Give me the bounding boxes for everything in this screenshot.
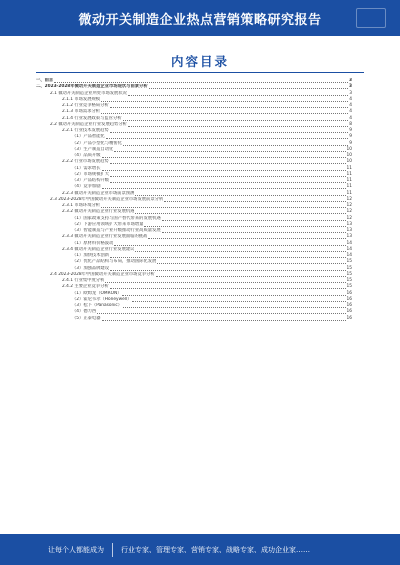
- toc-entry-title: 2.4.1 行业集中度分析: [62, 278, 105, 283]
- toc-entry-title: （4）德力西: [72, 309, 97, 315]
- toc-entry-page: 9: [349, 128, 352, 133]
- toc-leader-dots: [123, 120, 349, 121]
- toc-entry-title: （2）霍尼韦尔（Honeywell）: [72, 296, 132, 302]
- footer-slogan: 让每个人都能成为: [48, 545, 104, 554]
- toc-entry-page: 9: [349, 140, 352, 146]
- report-title: 微动开关制造企业热点营销策略研究报告: [78, 12, 322, 28]
- toc-entry-title: （1）欧姆龙（OMRON）: [72, 290, 122, 296]
- toc-entry-page: 15: [346, 284, 352, 290]
- toc-entry-page: 16: [346, 296, 352, 302]
- toc-entry-title: 2.1.4 行业发展政策与监管分析: [62, 115, 122, 121]
- toc-entry-title: 2.3.4 微动开关制造企业行业发展建议: [62, 246, 135, 252]
- toc-entry-page: 11: [346, 178, 352, 183]
- toc-leader-dots: [102, 157, 346, 158]
- toc-entry-title: 2.3.1 市场环境分析: [62, 203, 101, 208]
- toc-leader-dots: [132, 301, 345, 302]
- toc-entry-title: 2.1.1 市场发展规模: [62, 96, 101, 102]
- toc-leader-dots: [122, 295, 345, 296]
- toc-entry-title: （2）下游应用领域扩大带来市场增量: [72, 221, 144, 227]
- toc-leader-dots: [101, 113, 348, 114]
- toc-leader-dots: [110, 257, 345, 258]
- toc-entry-page: 14: [346, 240, 352, 246]
- toc-entry-page: 10: [346, 146, 352, 152]
- toc-leader-dots: [97, 313, 345, 314]
- toc-entry-title: 2.2.3 微动开关制造企业市场前景预测: [62, 190, 135, 196]
- toc-entry-title: （3）产品结构升级: [72, 178, 110, 183]
- toc-entry-title: （5）正泰电器: [72, 315, 101, 321]
- toc-entry-page: 8: [349, 121, 352, 127]
- toc-entry-title: 2.1 微动开关制造企业所处市场发展状况: [50, 90, 127, 96]
- toc-entry-page: 11: [346, 171, 352, 177]
- toc-leader-dots: [54, 82, 348, 83]
- footer-divider: [112, 543, 113, 557]
- toc-entry-title: 2.3.3 微动开关制造企业行业发展面临的挑战: [62, 234, 148, 240]
- report-footer: [0, 534, 400, 565]
- toc-entry-page: 4: [349, 115, 352, 121]
- toc-entry-title: （1）原材料价格波动: [72, 240, 114, 246]
- toc-leader-dots: [102, 170, 346, 171]
- header-decoration: [356, 8, 386, 28]
- toc-entry-title: （3）生产制造自动化: [72, 146, 114, 152]
- toc-entry-title: （2）市场规模扩大: [72, 171, 110, 177]
- toc-leader-dots: [114, 245, 345, 246]
- toc-leader-dots: [110, 132, 349, 133]
- toc-entry-title: （1）需求增长: [72, 165, 101, 171]
- toc-entry-page: 10: [346, 159, 352, 165]
- toc-leader-dots: [148, 238, 345, 239]
- toc-entry-title: （1）加快技术创新: [72, 253, 110, 258]
- toc-entry-page: 11: [346, 165, 352, 171]
- toc-entry-page: 4: [349, 109, 352, 115]
- toc-entry-title: 2.3.2 微动开关制造企业行业发展机遇: [62, 209, 135, 215]
- toc-leader-dots: [110, 163, 346, 164]
- toc-entry-page: 15: [346, 278, 352, 283]
- toc-leader-dots: [123, 307, 345, 308]
- toc-entry-title: （1）国家政策支持与国产替代带来的发展机遇: [72, 215, 161, 221]
- toc-leader-dots: [101, 101, 348, 102]
- toc-divider: [36, 72, 364, 73]
- toc-entry-page: 12: [346, 215, 352, 221]
- toc-leader-dots: [162, 232, 346, 233]
- toc-entry-page: 12: [346, 209, 352, 215]
- toc-entry-page: 12: [346, 196, 352, 202]
- toc-entry-page: 10: [346, 153, 352, 158]
- toc-entry-title: 二、2023-2028年微动开关制造企业市场现状与前景分析: [36, 84, 148, 90]
- table-of-contents: [36, 78, 352, 524]
- toc-leader-dots: [106, 138, 348, 139]
- toc-leader-dots: [135, 213, 345, 214]
- toc-leader-dots: [135, 251, 345, 252]
- toc-entry-title: （2）优化产品结构与布局，推动国际化发展: [72, 259, 157, 265]
- toc-entry-page: 13: [346, 221, 352, 227]
- toc-leader-dots: [110, 176, 345, 177]
- toc-entry-title: 2.2.1 行业技术发展趋势: [62, 128, 109, 133]
- toc-leader-dots: [156, 276, 346, 277]
- toc-entry-title: 2.2 微动开关制造企业行业发展趋势分析: [50, 121, 127, 127]
- toc-entry-title: 2.2.2 行业市场发展趋势: [62, 159, 109, 165]
- toc-leader-dots: [102, 320, 346, 321]
- toc-entry-page: 11: [346, 184, 352, 190]
- toc-entry-title: （4）竞争加剧: [72, 184, 101, 190]
- toc-entry-page: 15: [346, 271, 352, 277]
- toc-leader-dots: [123, 145, 348, 146]
- toc-entry-page: 12: [346, 203, 352, 208]
- toc-entry-title: 2.1.3 市场需求分析: [62, 109, 101, 115]
- toc-entry-title: 2.1.2 行业竞争格局分析: [62, 103, 109, 108]
- toc-leader-dots: [135, 195, 345, 196]
- toc-entry-title: （1）产品智能化: [72, 134, 105, 140]
- toc-leader-dots: [110, 107, 349, 108]
- toc-entry-title: （3）松下（Panasonic）: [72, 303, 123, 308]
- toc-entry-title: 2.3 2023-2028年中国微动开关制造企业市场发展前景分析: [50, 196, 164, 202]
- toc-entry-title: 2.4 2023-2028年中国微动开关制造企业市场竞争分析: [50, 271, 155, 277]
- toc-entry-page: 15: [346, 265, 352, 271]
- toc-leader-dots: [105, 282, 345, 283]
- toc-entry-page: 13: [346, 228, 352, 233]
- toc-entry-page: 3: [349, 78, 352, 83]
- toc-entry-page: 11: [346, 190, 352, 196]
- toc-entry-title: （4）品质升级: [72, 153, 101, 158]
- toc-entry-page: 3: [349, 90, 352, 96]
- toc-entry-page: 9: [349, 134, 352, 140]
- toc-entry-page: 4: [349, 103, 352, 108]
- toc-entry-title: （2）产品小型化与精密化: [72, 140, 122, 146]
- toc-leader-dots: [110, 270, 345, 271]
- toc-leader-dots: [162, 220, 346, 221]
- toc-leader-dots: [144, 226, 345, 227]
- toc-entry-page: 16: [346, 290, 352, 296]
- toc-entry-page: 14: [346, 253, 352, 258]
- toc-entry-page: 14: [346, 246, 352, 252]
- toc-entry-page: 15: [346, 259, 352, 265]
- toc-leader-dots: [101, 207, 345, 208]
- toc-leader-dots: [102, 188, 346, 189]
- toc-entry-title: 2.4.2 主要企业竞争分析: [62, 284, 109, 290]
- report-header: [0, 0, 400, 36]
- toc-leader-dots: [128, 126, 348, 127]
- toc-entry-page: 3: [349, 84, 352, 90]
- toc-leader-dots: [164, 201, 345, 202]
- toc-entry[interactable]: [36, 316, 352, 322]
- toc-entry-title: （3）智能制造与产业升级推动行业高质量发展: [72, 228, 161, 233]
- toc-entry-title: （3）加强品牌建设: [72, 265, 110, 271]
- footer-roles: 行业专家、管理专家、营销专家、战略专家、成功企业家……: [121, 545, 310, 554]
- toc-leader-dots: [128, 95, 348, 96]
- toc-entry-page: 16: [346, 303, 352, 308]
- toc-entry-page: 4: [349, 96, 352, 102]
- toc-heading: 内容目录: [170, 54, 229, 69]
- toc-leader-dots: [157, 263, 345, 264]
- toc-entry-title: 一、前言: [36, 78, 54, 83]
- toc-entry-page: 13: [346, 234, 352, 240]
- toc-entry-page: 16: [346, 309, 352, 315]
- toc-leader-dots: [110, 182, 345, 183]
- toc-leader-dots: [149, 88, 348, 89]
- toc-leader-dots: [114, 151, 345, 152]
- toc-entry-page: 16: [346, 315, 352, 321]
- toc-leader-dots: [110, 288, 346, 289]
